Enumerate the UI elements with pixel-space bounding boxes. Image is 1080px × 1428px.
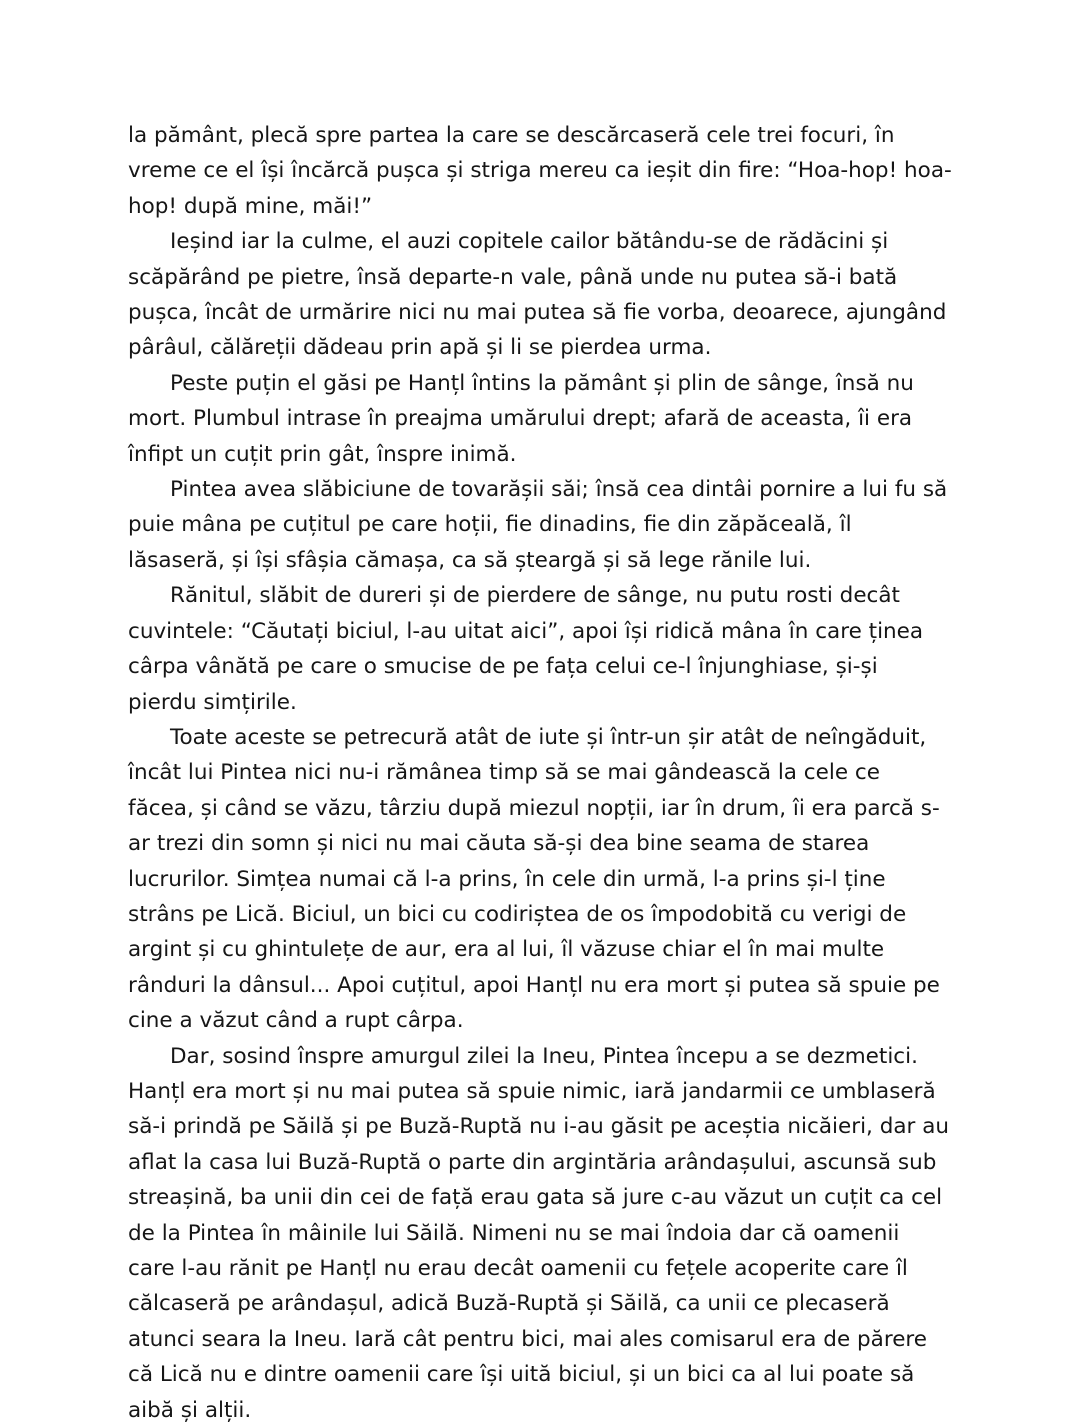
paragraph: Peste puțin el găsi pe Hanțl întins la pământ și plin de sânge, însă nu mort. Plumbul intrase în preajma umărului drept; afară de aceasta, îi era înfipt un cuțit prin gât, înspre inimă. [128, 370, 914, 467]
paragraph: Toate aceste se petrecură atât de iute și într-un șir atât de neîngăduit, încât lui Pintea nici nu-i rămânea timp să se mai gândească la cele ce făcea, și când se văzu, târziu după miezul nopții, iar în drum, îi era parcă s-ar trezi din somn și nici nu mai căuta să-și dea bine seama de starea lucrurilor. Simțea numai că l-a prins, în cele din urmă, l-a prins și-l ține strâns pe Lică. Biciul, un bici cu codiriștea de os împodobită cu verigi de argint și cu ghintulețe de aur, era al lui, îl văzuse chiar el în mai multe rânduri la dânsul... Apoi cuțitul, apoi Hanțl nu era mort și putea să spuie pe cine a văzut când a rupt cârpa. [128, 724, 940, 1034]
paragraph: Pintea avea slăbiciune de tovarășii săi; însă cea dintâi pornire a lui fu să puie mâna pe cuțitul pe care hoții, fie dinadins, fie din zăpăceală, îl lăsaseră, și își sfâșia cămașa, ca să șteargă și să lege rănile lui. [128, 477, 948, 573]
paragraph: Dar, sosind înspre amurgul zilei la Ineu, Pintea începu a se dezmetici. Hanțl era mort și nu mai putea să spuie nimic, iară jandarmii ce umblaseră să-i prindă pe Săilă și pe Buză-Ruptă nu i-au găsit pe aceștia nicăieri, dar au aflat la casa lui Buză-Ruptă o parte din argintăria arândașului, ascunsă sub streașină, ba unii din cei de față erau gata să jure c-au văzut un cuțit ca cel de la Pintea în mâinile lui Săilă. Nimeni nu se mai îndoia dar că oamenii care l-au rănit pe Hanțl nu erau decât oamenii cu fețele acoperite care îl călcaseră pe arândașul, adică Buză-Ruptă și Săilă, ca unii ce plecaseră atunci seara la Ineu. Iară cât pentru bici, mai ales comisarul era de părere că Lică nu e dintre oamenii care își uită biciul, și un bici ca al lui poate să aibă și alții. [128, 1043, 950, 1423]
document-body [128, 118, 952, 1428]
paragraph: Ieșind iar la culme, el auzi copitele cailor bătându-se de rădăcini și scăpărând pe pietre, însă departe-n vale, până unde nu putea să-i bată pușca, încât de urmărire nici nu mai putea să fie vorba, deoarece, ajungând pârâul, călăreții dădeau prin apă și li se pierdea urma. [128, 229, 947, 361]
paragraph: la pământ, plecă spre partea la care se descărcaseră cele trei focuri, în vreme ce el își încărcă pușca și striga mereu ca ieșit din fire: “Hoa-hop! hoa-hop! după mine, măi!” [128, 123, 952, 219]
paragraph: Rănitul, slăbit de dureri și de pierdere de sânge, nu putu rosti decât cuvintele: “Căutați biciul, l-au uitat aici”, apoi își ridică mâna în care ținea cârpa vânătă pe care o smucise de pe fața celui ce-l înjunghiase, și-și pierdu simțirile. [128, 583, 924, 715]
